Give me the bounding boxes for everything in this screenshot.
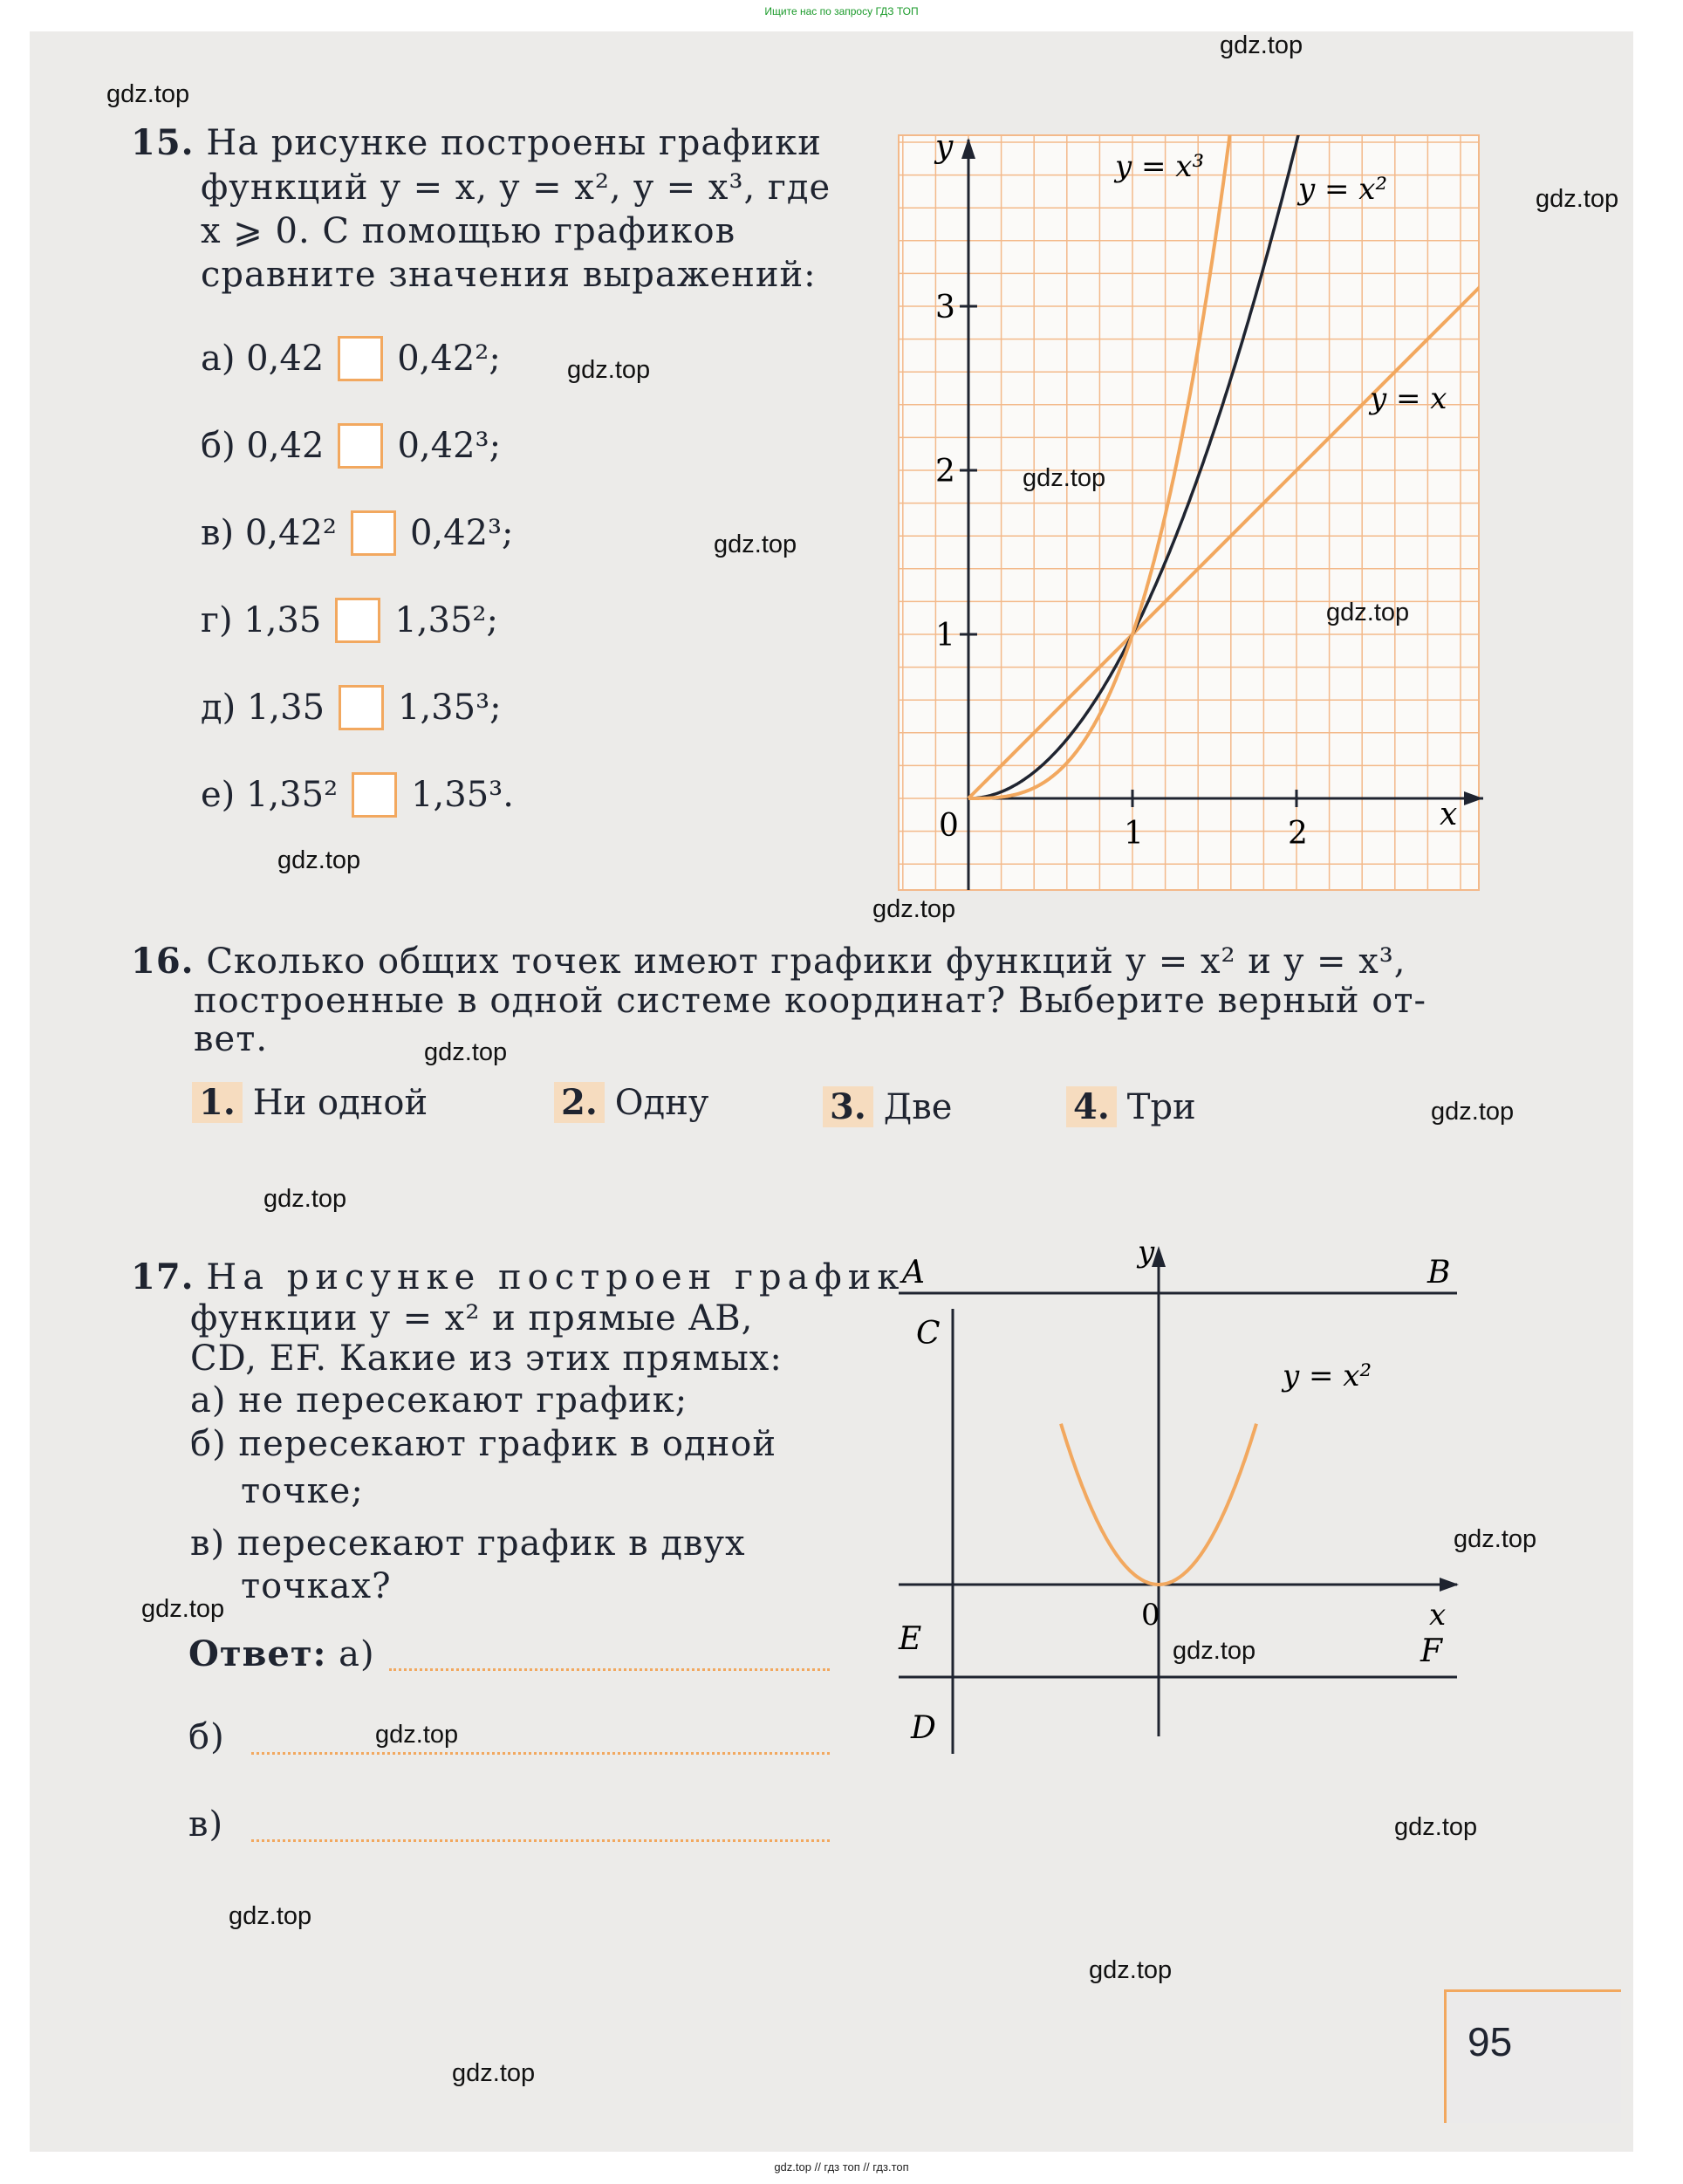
answer-box[interactable] bbox=[338, 423, 383, 469]
item-left: 0,42 bbox=[246, 426, 325, 466]
label-E: E bbox=[899, 1621, 922, 1657]
item-right: 0,42²; bbox=[397, 339, 501, 379]
option-text: Две bbox=[883, 1086, 953, 1127]
answer-box[interactable] bbox=[338, 336, 383, 381]
q17-answer-b: б) bbox=[188, 1717, 225, 1757]
q16-option-3[interactable] bbox=[823, 1086, 952, 1127]
watermark: gdz.top bbox=[1326, 599, 1410, 626]
answer-box[interactable] bbox=[339, 685, 384, 730]
q17-line-3: CD, EF. Какие из этих прямых: bbox=[190, 1338, 783, 1379]
answer-line-v[interactable] bbox=[251, 1839, 830, 1842]
answer-box[interactable] bbox=[335, 598, 380, 643]
watermark: gdz.top bbox=[567, 356, 651, 384]
q15-line-4: сравните значения выражений: bbox=[201, 255, 817, 295]
watermark: gdz.top bbox=[1536, 185, 1619, 213]
item-label: б) bbox=[201, 426, 236, 466]
item-left: 0,42 bbox=[246, 339, 325, 379]
q15-item-v bbox=[201, 510, 514, 556]
answer-box[interactable] bbox=[352, 772, 397, 818]
q15-item-e bbox=[201, 772, 514, 818]
watermark: gdz.top bbox=[714, 531, 797, 558]
q17-origin-label: 0 bbox=[1141, 1598, 1160, 1633]
top-banner: Ищите нас по запросу ГДЗ ТОП bbox=[764, 5, 919, 17]
label-D: D bbox=[911, 1710, 936, 1746]
option-number: 1. bbox=[192, 1082, 243, 1123]
option-text: Ни одной bbox=[252, 1082, 428, 1123]
q15-grid-background bbox=[899, 135, 1479, 890]
label-C: C bbox=[916, 1316, 941, 1352]
watermark: gdz.top bbox=[1394, 1813, 1478, 1841]
q17-answer-a bbox=[188, 1633, 375, 1674]
q16-option-1[interactable] bbox=[192, 1082, 428, 1123]
q16-option-2[interactable] bbox=[554, 1082, 708, 1123]
watermark: gdz.top bbox=[375, 1721, 459, 1749]
watermark: gdz.top bbox=[277, 846, 361, 874]
q17-line-7: в) пересекают график в двух bbox=[190, 1523, 746, 1564]
item-right: 0,42³; bbox=[409, 513, 514, 553]
q17-answer-v: в) bbox=[188, 1804, 224, 1845]
q17-text-1: На рисунке построен график bbox=[206, 1257, 906, 1297]
q16-line-1 bbox=[131, 941, 1406, 982]
item-left: 1,35 bbox=[243, 600, 322, 640]
q16-text-1: Сколько общих точек имеют графики функций y = x² и y = x³, bbox=[206, 941, 1406, 982]
q15-line-2: функций y = x, y = x², y = x³, где bbox=[201, 168, 831, 208]
q15-y-tick-label-1: 1 bbox=[935, 618, 955, 654]
q15-y-tick-label-2: 2 bbox=[935, 454, 955, 490]
item-label: а) bbox=[201, 339, 236, 379]
item-right: 1,35³. bbox=[411, 775, 514, 815]
q15-x-tick-label-1: 1 bbox=[1124, 816, 1144, 852]
item-label: е) bbox=[201, 775, 236, 815]
q17-line-1 bbox=[131, 1256, 905, 1297]
watermark: gdz.top bbox=[1173, 1637, 1256, 1665]
item-left: 0,42² bbox=[244, 513, 337, 553]
option-text: Одну bbox=[614, 1082, 709, 1123]
item-label: в) bbox=[201, 513, 235, 553]
q15-line-1 bbox=[131, 122, 822, 163]
q17-graph bbox=[881, 1230, 1474, 1771]
bottom-banner: gdz.top // гдз топ // гдз.топ bbox=[774, 2160, 909, 2174]
q15-label-x-squared: y = x² bbox=[1298, 172, 1388, 207]
item-left: 1,35 bbox=[246, 688, 325, 728]
item-right: 0,42³; bbox=[397, 426, 502, 466]
q16-line-2: построенные в одной системе координат? Выберите верный от- bbox=[194, 981, 1427, 1021]
option-text: Три bbox=[1126, 1086, 1196, 1127]
watermark: gdz.top bbox=[1431, 1098, 1515, 1126]
q17-line-2: функции y = x² и прямые AB, bbox=[190, 1298, 754, 1338]
watermark: gdz.top bbox=[872, 895, 956, 923]
answer-part-a: а) bbox=[339, 1634, 375, 1674]
q17-x-arrow bbox=[1440, 1578, 1459, 1592]
watermark: gdz.top bbox=[1454, 1525, 1537, 1553]
label-A: A bbox=[902, 1255, 925, 1291]
q15-y-tick-label-3: 3 bbox=[935, 290, 955, 325]
label-F: F bbox=[1420, 1633, 1442, 1669]
q17-y-label: y bbox=[1138, 1235, 1155, 1270]
page-number-box bbox=[1444, 1989, 1621, 2123]
answer-line-b[interactable] bbox=[251, 1752, 830, 1755]
q16-option-4[interactable] bbox=[1066, 1086, 1196, 1127]
watermark: gdz.top bbox=[1089, 1956, 1173, 1984]
q15-text-1: На рисунке построены графики bbox=[206, 123, 822, 163]
q15-y-label: y bbox=[935, 131, 954, 165]
answer-label: Ответ: bbox=[188, 1633, 327, 1674]
q17-line-5: б) пересекают график в одной bbox=[190, 1424, 777, 1464]
watermark: gdz.top bbox=[229, 1902, 312, 1930]
q17-curve-label: y = x² bbox=[1283, 1359, 1372, 1393]
q17-line-8: точках? bbox=[241, 1566, 392, 1606]
q17-line-6: точке; bbox=[241, 1471, 364, 1511]
watermark: gdz.top bbox=[452, 2059, 536, 2087]
option-number: 3. bbox=[823, 1086, 873, 1127]
label-B: B bbox=[1427, 1255, 1451, 1291]
q15-graph bbox=[881, 131, 1483, 899]
item-label: г) bbox=[201, 600, 233, 640]
answer-line-a[interactable] bbox=[389, 1668, 830, 1671]
page-number: 95 bbox=[1467, 2019, 1513, 2064]
item-right: 1,35²; bbox=[394, 600, 498, 640]
option-number: 2. bbox=[554, 1082, 605, 1123]
watermark: gdz.top bbox=[1220, 31, 1303, 59]
q15-item-d bbox=[201, 685, 502, 730]
q16-number: 16. bbox=[131, 941, 195, 982]
item-right: 1,35³; bbox=[398, 688, 502, 728]
answer-box[interactable] bbox=[351, 510, 396, 556]
q17-number: 17. bbox=[131, 1256, 195, 1297]
watermark: gdz.top bbox=[1023, 464, 1106, 492]
watermark: gdz.top bbox=[263, 1185, 347, 1213]
q15-label-x: y = x bbox=[1370, 381, 1447, 416]
watermark: gdz.top bbox=[106, 80, 190, 108]
q15-x-label: x bbox=[1440, 797, 1458, 832]
q15-label-x-cubed: y = x³ bbox=[1115, 149, 1205, 184]
q15-item-g bbox=[201, 598, 498, 643]
q15-x-tick-label-2: 2 bbox=[1288, 816, 1308, 852]
q15-item-a bbox=[201, 336, 501, 381]
q15-item-b bbox=[201, 423, 501, 469]
item-left: 1,35² bbox=[246, 775, 339, 815]
q15-number: 15. bbox=[131, 122, 195, 163]
q15-origin-label: 0 bbox=[939, 808, 959, 844]
q16-line-3: вет. bbox=[194, 1019, 269, 1059]
watermark: gdz.top bbox=[141, 1595, 225, 1623]
watermark: gdz.top bbox=[424, 1038, 508, 1066]
q17-line-4: а) не пересекают график; bbox=[190, 1380, 688, 1421]
q17-x-label: x bbox=[1429, 1598, 1447, 1633]
item-label: д) bbox=[201, 688, 236, 728]
option-number: 4. bbox=[1066, 1086, 1117, 1127]
q15-line-3: x ⩾ 0. С помощью графиков bbox=[201, 211, 736, 251]
